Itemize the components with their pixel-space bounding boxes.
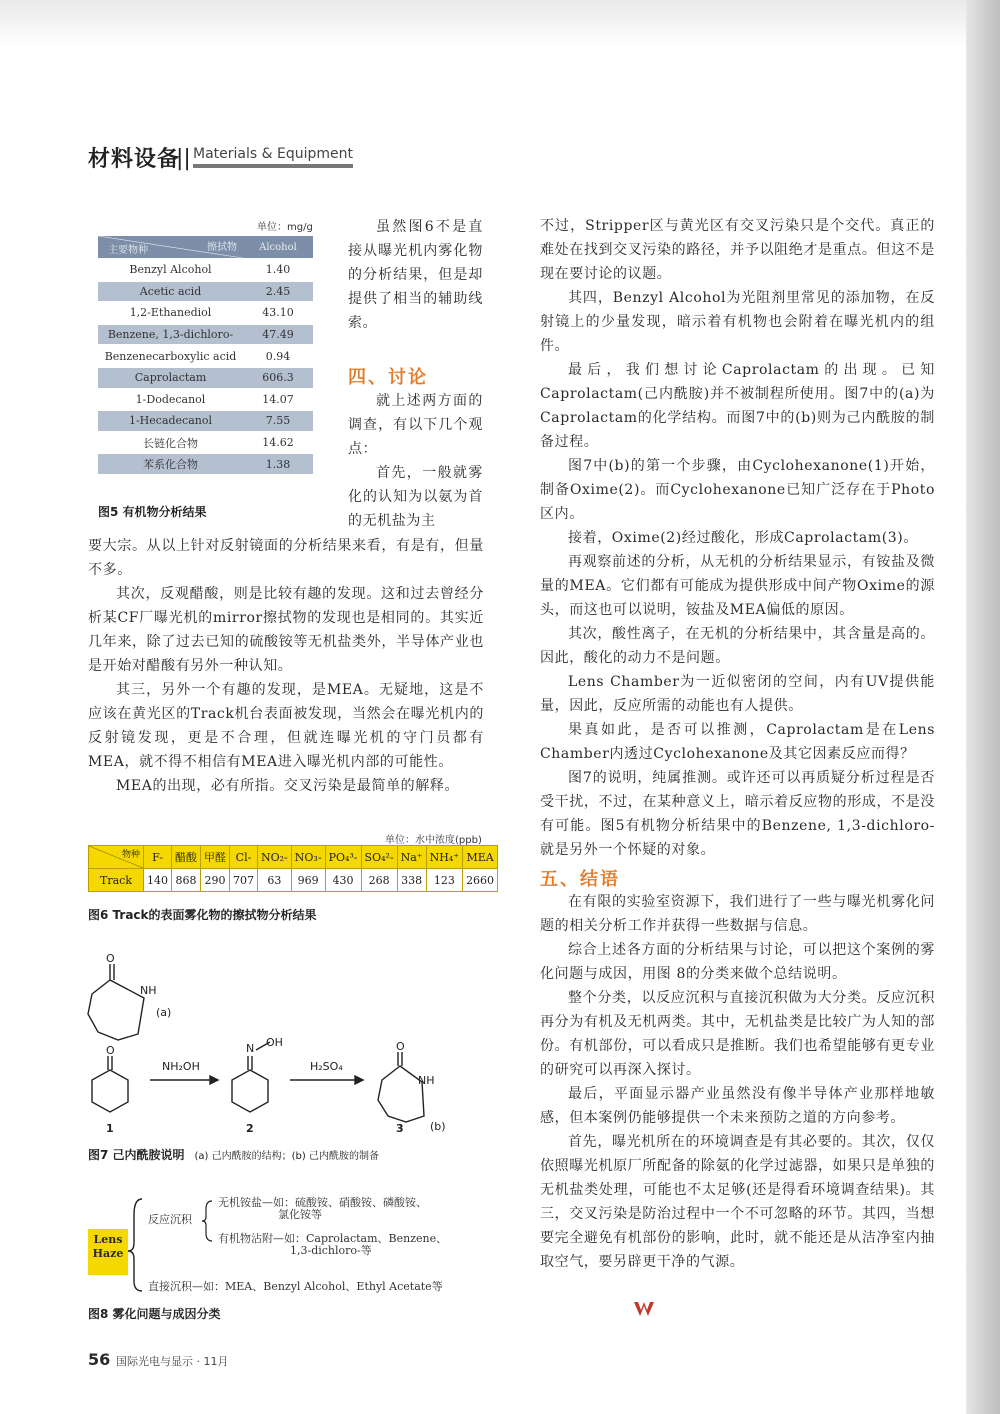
table-row <box>98 346 313 366</box>
fig8-inorganic: 无机铵盐—如：硫酸铵、硝酸铵、磷酸铵、 <box>218 1196 427 1209</box>
row-name: 苯系化合物 <box>98 454 243 474</box>
fig6-header: F- <box>144 846 172 869</box>
label-oh: OH <box>266 1036 283 1049</box>
paragraph: 图7中(b)的第一个步骤，由Cyclohexanone(1)开始，制备Oxime(2)。而Cyclohexanone已知广泛存在于Photo区内。 <box>540 458 935 522</box>
paragraph: 果真如此，是否可以推测，Caprolactam是在Lens Chamber内透过Cyclohexanone及其它因素反应而得？ <box>540 722 935 762</box>
label-n: N <box>246 1042 255 1055</box>
fig6-value: 707 <box>230 869 258 892</box>
fig5-table <box>98 234 313 476</box>
paragraph: Lens Chamber为一近似密闭的空间，内有UV提供能量，因此，反应所需的动能也有人提供。 <box>540 674 935 714</box>
section-title-cn: 材料设备 <box>88 147 181 172</box>
paragraph: MEA的出现，必有所指。交叉污染是最简单的解释。 <box>116 778 460 794</box>
fig6-value: 2660 <box>463 869 498 892</box>
row-name: Benzenecarboxylic acid <box>104 349 237 363</box>
fig6-value: 430 <box>325 869 361 892</box>
paragraph: 最后，平面显示器产业虽然没有像半导体产业那样地敏感，但本案例仍能够提供一个未来预防之道的方向参考。 <box>540 1086 935 1126</box>
table-row <box>98 433 313 453</box>
fig7-label-a: (a) <box>156 1006 172 1019</box>
row-name: Acetic acid <box>98 282 243 302</box>
oxime-ring <box>232 1070 268 1112</box>
table-row <box>98 303 313 323</box>
paragraph: 再观察前述的分析，从无机的分析结果显示，有铵盐及微量的MEA。它们都有可能成为提供形成中间产物Oxime的源头，而这也可以说明，铵盐及MEA偏低的原因。 <box>540 554 935 618</box>
fig5-header-row <box>98 236 313 258</box>
row-value: 2.45 <box>243 282 313 302</box>
header-separator: || <box>176 146 191 171</box>
right-column-text <box>540 214 935 862</box>
table-row <box>98 454 313 474</box>
label-o: O <box>396 1040 405 1053</box>
fig6-value: 268 <box>361 869 397 892</box>
fig6-value: 140 <box>144 869 172 892</box>
fig6-header-row <box>89 846 498 869</box>
fig6-header: SO₄²- <box>361 846 397 869</box>
paragraph: 在有限的实验室资源下，我们进行了一些与曝光机雾化问题的相关分析工作并获得一些数据与信息。 <box>540 894 935 934</box>
mid-column-text <box>348 215 483 335</box>
footer-text: 国际光电与显示 · 11月 <box>116 1355 229 1368</box>
table-row <box>89 869 498 892</box>
left-column-text <box>88 534 484 798</box>
fig6-corner-label: 物种 <box>121 850 140 860</box>
paragraph: 其次，反观醋酸，则是比较有趣的发现。这和过去曾经分析某CF厂曝光机的mirror擦拭物的发现也是相同的。其实近几年来，除了过去已知的硫酸铵等无机盐类外，半导体产业也是开始对醋酸有另外一种认知。 <box>88 586 484 674</box>
fig6-header: Cl- <box>230 846 258 869</box>
reagent-2: H₂SO₄ <box>310 1060 343 1073</box>
label-nh: NH <box>140 984 157 997</box>
compound-num-3: 3 <box>396 1122 404 1135</box>
fig6-caption: 图6 Track的表面雾化物的擦拭物分析结果 <box>88 908 317 922</box>
paragraph: 接着，Oxime(2)经过酸化，形成Caprolactam(3)。 <box>568 530 918 546</box>
row-value: 606.3 <box>243 368 313 388</box>
table-row <box>98 368 313 388</box>
reagent-1: NH₂OH <box>162 1060 200 1073</box>
compound-num-1: 1 <box>106 1122 114 1135</box>
table-row <box>98 390 313 410</box>
paragraph: 图7的说明，纯属推测。或许还可以再质疑分析过程是否受干扰，不过，在某种意义上，暗示着反应物的形成，不是没有可能。图5有机物分析结果中的Benzene, 1,3-dichloro-就是另外一个怀疑的对象。 <box>540 770 935 858</box>
table-row <box>98 282 313 302</box>
label-o: O <box>106 952 115 965</box>
row-value: 14.07 <box>262 392 294 406</box>
paragraph: 其三，另外一个有趣的发现，是MEA。无疑地，这是不应该在黄光区的Track机台表面被发现，当然会在曝光机内的反射镜发现，更是不合理，但就连曝光机的守门员都有MEA，就不得不相信有MEA进入曝光机内部的可能性。 <box>88 682 484 770</box>
fig7-caption-sub: (a) 己内酰胺的结构；(b) 己内酰胺的制备 <box>194 1151 379 1162</box>
fig6-value: 969 <box>291 869 325 892</box>
paragraph: 不过，Stripper区与黄光区有交叉污染只是个交代。真正的难处在找到交叉污染的路径，并予以阻绝才是重点。但这不是现在要讨论的议题。 <box>540 218 935 282</box>
row-value: 1.40 <box>265 263 291 277</box>
row-name: 1-Dodecanol <box>135 392 206 406</box>
fig7-caption-main: 图7 己内酰胺说明 <box>88 1148 185 1162</box>
table-row <box>98 411 313 431</box>
label-o: O <box>106 1044 115 1057</box>
discussion-intro <box>348 389 483 533</box>
fig8-caption: 图8 雾化问题与成因分类 <box>88 1307 221 1321</box>
fig6-value: 290 <box>201 869 230 892</box>
row-value: 1.38 <box>243 454 313 474</box>
row-value: 7.55 <box>243 411 313 431</box>
row-name: 长链化合物 <box>143 436 198 450</box>
paragraph: 首先，一般就雾化的认知为以氨为首的无机盐为主 <box>348 465 483 529</box>
fig6-value: 63 <box>258 869 292 892</box>
fig5-unit: 单位：mg/g <box>257 222 313 233</box>
section-4-title: 四、讨论 <box>348 367 428 388</box>
fig5-header-left: 主要物种 <box>108 245 148 256</box>
fig8-direct: 直接沉积—如：MEA、Benzyl Alcohol、Ethyl Acetate等 <box>148 1280 443 1293</box>
fig6-value: 868 <box>172 869 201 892</box>
page-number: 56 <box>88 1350 111 1369</box>
fig7-label-b: (b) <box>430 1120 446 1133</box>
fig6-unit: 单位：水中浓度(ppb) <box>385 835 482 846</box>
section-title-en: Materials & Equipment <box>193 146 353 168</box>
row-value: 43.10 <box>262 306 294 320</box>
caprolactam-ring <box>88 980 144 1040</box>
fig5-header-cell <box>98 236 243 258</box>
fig7-caption <box>88 1146 379 1163</box>
fig5-header-right: Alcohol <box>243 236 313 258</box>
row-value: 47.49 <box>243 325 313 345</box>
fig8-organic: 有机物沾附—如：Caprolactam、Benzene、 <box>218 1232 448 1245</box>
paragraph: 其四，Benzyl Alcohol为光阻剂里常见的添加物，在反射镜上的少量发现，暗示着有机物也会附着在曝光机内的组件。 <box>540 290 935 354</box>
fig5-header-mid: 擦拭物 <box>207 242 237 253</box>
fig8-reaction: 反应沉积 <box>148 1213 192 1226</box>
fig6-header: MEA <box>463 846 498 869</box>
fig8-inorganic-2: 氯化铵等 <box>278 1208 322 1221</box>
table-row <box>98 325 313 345</box>
end-mark-icon <box>634 1302 654 1316</box>
fig6-header: PO₄³- <box>325 846 361 869</box>
fig5-caption: 图5 有机物分析结果 <box>98 505 207 519</box>
row-value: 0.94 <box>265 349 291 363</box>
row-name: Benzene, 1,3-dichloro- <box>98 325 243 345</box>
paragraph: 整个分类，以反应沉积与直接沉积做为大分类。反应沉积再分为有机及无机两类。其中，无机盐类是比较广为人知的部份。有机部份，可以看成只是推断。我们也希望能够有更专业的研究可以再深入探讨。 <box>540 990 935 1078</box>
fig6-value: 123 <box>426 869 462 892</box>
section-5-title: 五、结语 <box>540 869 620 890</box>
table-row <box>98 260 313 280</box>
fig6-header: 醋酸 <box>172 846 201 869</box>
fig8-organic-2: 1,3-dichloro-等 <box>290 1244 372 1257</box>
paragraph: 其次，酸性离子，在无机的分析结果中，其含量是高的。因此，酸化的动力不是问题。 <box>540 626 935 666</box>
row-name: 1,2-Ethanediol <box>129 306 212 320</box>
label-nh: NH <box>418 1074 435 1087</box>
fig6-header: NO₃- <box>291 846 325 869</box>
row-value: 14.62 <box>262 436 294 450</box>
fig6-row-label: Track <box>89 869 144 892</box>
paragraph: 综合上述各方面的分析结果与讨论，可以把这个案例的雾化问题与成因，用图 8的分类来做个总结说明。 <box>540 942 935 982</box>
row-name: Caprolactam <box>98 368 243 388</box>
paragraph: 虽然图6不是直接从曝光机内雾化物的分析结果，但是却提供了相当的辅助线索。 <box>348 219 483 331</box>
fig6-value: 338 <box>397 869 426 892</box>
fig6-table <box>88 845 498 892</box>
paragraph: 就上述两方面的调查，有以下几个观点： <box>348 393 483 457</box>
fig6-header: 甲醛 <box>201 846 230 869</box>
lens-haze-box: Lens Haze <box>88 1229 128 1275</box>
compound-num-2: 2 <box>246 1122 254 1135</box>
conclusion-text <box>540 890 935 1274</box>
paragraph: 首先，曝光机所在的环境调查是有其必要的。其次，仅仅依照曝光机原厂所配备的除氨的化学过滤器，如果只是单独的无机盐类处理，可能也不太足够(还是得看环境调查结果)。其三，交叉污染是防治过程中一个不可忽略的环节。其四，当想要完全避免有机部份的影响，此时，就不能还是从洁净室内抽取空气，要另辟更干净的气源。 <box>540 1134 935 1270</box>
fig7-diagram <box>80 950 500 1140</box>
paragraph: 最后，我们想讨论Caprolactam的出现。已知Caprolactam(己内酰胺)并不被制程所使用。图7中的(a)为Caprolactam的化学结构。而图7中的(b)则为己内酰胺的制备过程。 <box>540 362 935 450</box>
fig6-header: NO₂- <box>258 846 292 869</box>
row-name: 1-Hecadecanol <box>98 411 243 431</box>
cyclohexanone-ring <box>92 1070 128 1112</box>
fig6-header: Na⁺ <box>397 846 426 869</box>
fig6-header: NH₄⁺ <box>426 846 462 869</box>
row-name: Benzyl Alcohol <box>129 263 212 277</box>
paragraph: 要大宗。从以上针对反射镜面的分析结果来看，有是有，但量不多。 <box>88 538 484 578</box>
fig6-corner <box>89 846 144 869</box>
